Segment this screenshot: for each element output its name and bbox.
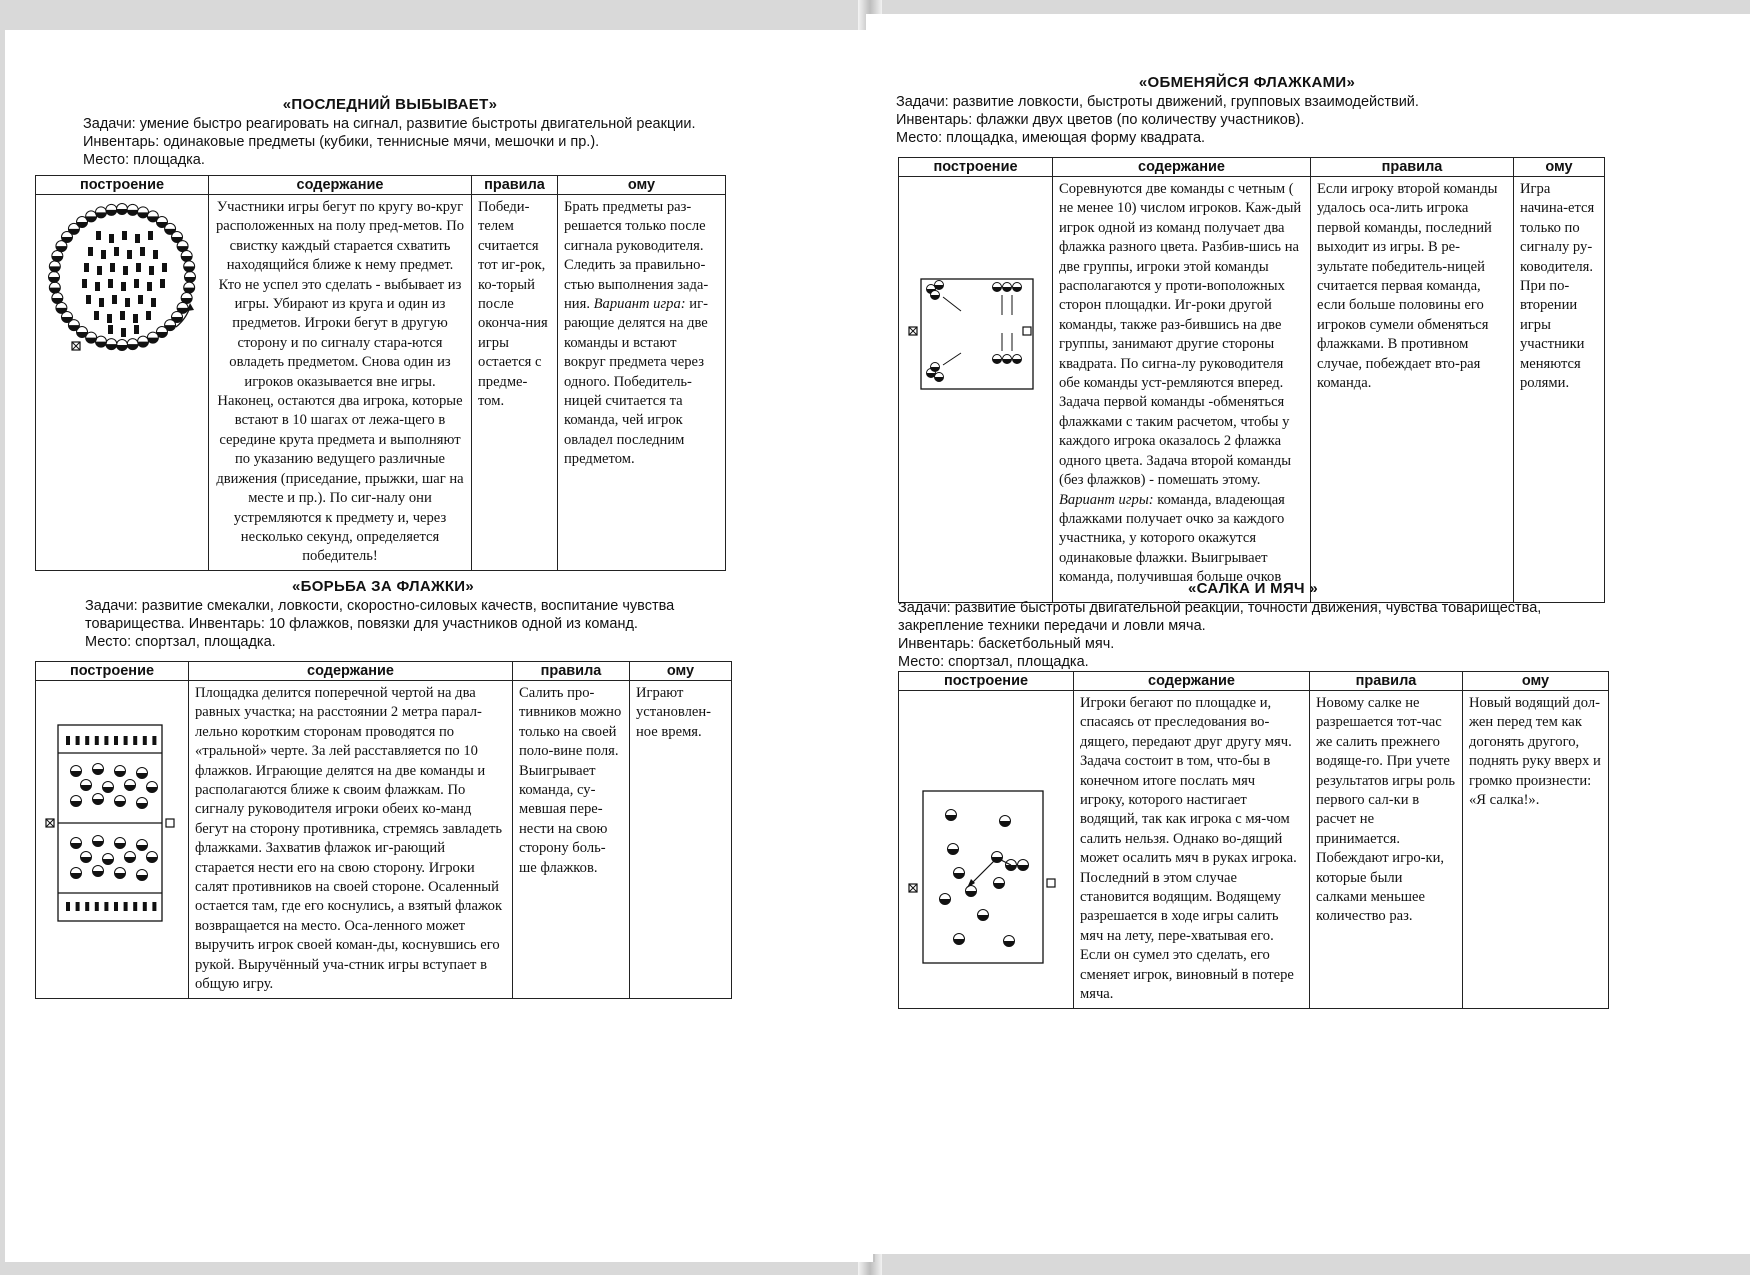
ball-field-diagram [899, 691, 1071, 995]
col-header-content: содержание [1053, 158, 1311, 177]
game-title: «ПОСЛЕДНИЙ ВЫБЫВАЕТ» [282, 96, 498, 113]
col-header-omu: ому [1463, 672, 1609, 691]
item-object [120, 311, 125, 320]
game-place: Место: спортзал, площадка. [898, 654, 1089, 670]
build-cell [899, 177, 1053, 603]
player-dot-shade [185, 277, 196, 283]
game-title: «БОРЬБА ЗА ФЛАЖКИ» [291, 578, 474, 595]
player-dot-shade [117, 345, 128, 351]
flag-icon [66, 736, 70, 745]
flag-icon [76, 736, 80, 745]
item-object [84, 263, 89, 272]
rules-cell: Салить про-тивников можно только на своей поло-вине поля. Выигрывает команда, су-мевшая пере-нести на свою сторону боль-ше флажков. [513, 681, 630, 999]
player-dot-shade [117, 209, 128, 215]
item-object [134, 325, 139, 334]
item-object [112, 295, 117, 304]
flag-icon [143, 902, 147, 911]
item-object [101, 250, 106, 259]
item-object [153, 250, 158, 259]
item-object [94, 311, 99, 320]
item-object [146, 311, 151, 320]
game-tasks: Задачи: развитие смекалки, ловкости, скоростно-силовых качеств, воспитание чувства товарищества. Инвентарь: 10 флажков, повязки для участников одной из команд. [85, 598, 675, 632]
rules-cell: Новому салке не разрешается тот-час же салить прежнего водяще-го. При учете результатов игры роль первого сал-ки в расчет не принимается. Побеждают игро-ки, которые были салками меньшее количество раз. [1310, 691, 1463, 1009]
content-cell: Игроки бегают по площадке и, спасаясь от преследования во-дящего, передают друг другу мяч. Задача состоит в том, что-бы в конечном итоге послать мяч игроку, которого настигает водящий, так как игрока с мя-чом салить нельзя. Однако во-дящий может осалить мяч в руках игрока. Последний в этом случае становится водящим. Водящему разрешается в ходе игры салить мяч на лету, пере-хватывая его. Если он сумел это сделать, его сменяет игрок, виновный в потере мяча. [1074, 691, 1310, 1009]
game-table [898, 671, 1609, 1009]
content-cell: Участники игры бегут по кругу во-круг расположенных на полу пред-метов. По свистку каждый старается схватить находящийся ближе к нему предмет. Кто не успел это сделать - выбывает из игры. Убирают из круга и один из предметов. Игроки бегут в другую сторону и по сигналу стара-ются овладеть предметом. Снова один из игроков оказывается вне игры. Наконец, остаются два игрока, которые встают в 10 шагах от лежа-щего в середине крута предмета и выполняют по указанию ведущего различные движения (приседание, прыжки, шаг на месте и пр.). По сиг-налу они устремляются к предмету и, через несколько секунд, определяется победитель! [209, 195, 472, 571]
omu-cell [558, 195, 726, 571]
game-place: Место: спортзал, площадка. [85, 634, 276, 650]
col-header-omu: ому [558, 176, 726, 195]
build-cell [899, 691, 1074, 1009]
variant-text: команда, владеющая флажками получает очко за каждого участника, у которого окажутся одинаковые флажки. Выигрывает команда, получившая больше очков [1059, 491, 1285, 586]
flag-icon [133, 736, 137, 745]
item-object [121, 328, 126, 337]
game-tasks: Задачи: развитие быстроты двигательной реакции, точности движения, чувства товарищества, закрепление техники передачи и ловли мяча. [898, 600, 1542, 634]
player-dot-shade [138, 212, 149, 218]
col-header-rules: правила [472, 176, 558, 195]
game-obmenyaysya [898, 74, 1604, 603]
item-object [121, 282, 126, 291]
flag-icon [114, 736, 118, 745]
player-dot-shade [147, 338, 158, 344]
item-object [147, 282, 152, 291]
col-header-omu: ому [1514, 158, 1605, 177]
col-header-rules: правила [1311, 158, 1514, 177]
item-object [110, 263, 115, 272]
variant-label: Вариант игра: [593, 296, 686, 313]
item-object [151, 298, 156, 307]
judge-marker-icon [1023, 327, 1031, 335]
game-place: Место: площадка. [83, 152, 205, 168]
item-object [160, 279, 165, 288]
game-posledniy [35, 96, 725, 571]
game-inventory: Инвентарь: флажки двух цветов (по количеству участников). [896, 112, 1305, 128]
content-cell: Площадка делится поперечной чертой на два равных участка; на расстоянии 2 метра парал-лельно коротким сторонам проводятся по «тральной» черте. За лей расставляется по 10 флажков. Играющие делятся на две команды и располагаются ближе к своим флажкам. По сигналу руководителя игроки обеих ко-манд бегут на сторону противника, стремясь завладеть флажками. Захватив флажок иг-рающий старается нести его на свою сторону. Игроки салят противников на своей стороне. Осаленный остается там, где его коснулись, а взятый флажок возвращается на место. Оса-ленного может выручить игрок своей коман-ды, коснувшись его рукой. Выручённый уча-стник игры вступает в общую игру. [189, 681, 513, 999]
player-dot-shade [95, 212, 106, 218]
game-tasks: Задачи: развитие ловкости, быстроты движений, групповых взаимодействий. [896, 94, 1419, 110]
flag-icon [124, 736, 128, 745]
content-text: Соревнуются две команды с четным ( не менее 10) числом игроков. Каж-дый игрок одной из команд получает два флажка разного цвета. Разбив-шись на две группы, игроки этой команды располагаются у проти-воположных сторон площадки. Иг-роки другой команды, также раз-бившись на две группы, занимают другие стороны квадрата. По сигна-лу руководителя обе команды уст-ремляются вперед. Задача первой команды -обменяться флажками с таким расчетом, чтобы у каждого игрока оказалось 2 флажка одного цвета. Задача второй команды (без флажков) - помешать этому. [1059, 181, 1302, 489]
item-cluster [82, 231, 167, 337]
item-object [136, 263, 141, 272]
player-dot-shade [106, 344, 117, 350]
item-object [134, 279, 139, 288]
flag-icon [85, 902, 89, 911]
variant-label: Вариант игры: [1059, 491, 1154, 508]
col-header-content: содержание [1074, 672, 1310, 691]
col-header-build: построение [36, 662, 189, 681]
game-title: «САЛКА И МЯЧ » [1188, 580, 1318, 597]
square-field-diagram [899, 177, 1051, 597]
game-borba [35, 578, 731, 999]
game-inventory: Инвентарь: баскетбольный мяч. [898, 636, 1115, 652]
item-object [162, 263, 167, 272]
player-dot-shade [184, 266, 195, 272]
col-header-content: содержание [189, 662, 513, 681]
player-dot-shade [49, 266, 60, 272]
item-object [122, 231, 127, 240]
player-dot-shade [86, 338, 97, 344]
item-object [86, 295, 91, 304]
game-table [35, 175, 726, 571]
judge-marker-icon [166, 819, 174, 827]
game-place: Место: площадка, имеющая форму квадрата. [896, 130, 1206, 146]
flag-icon [143, 736, 147, 745]
flag-icon [95, 902, 99, 911]
col-header-content: содержание [209, 176, 472, 195]
field-diagram [36, 681, 186, 971]
item-object [138, 295, 143, 304]
flag-icon [76, 902, 80, 911]
game-salka [898, 580, 1608, 1009]
content-cell [1053, 177, 1311, 603]
right-page [866, 14, 1750, 1254]
col-header-build: построение [899, 158, 1053, 177]
rules-cell: Если игроку второй команды удалось оса-лить игрока первой команды, последний выходит из игры. В ре-зультате победитель-ницей считается первая команда, если больше половины его игроков сумели обменяться флажками. В противном случае, побеждает вто-рая команда. [1311, 177, 1514, 603]
player-dot-shade [95, 342, 106, 348]
game-inventory: Инвентарь: одинаковые предметы (кубики, теннисные мячи, мешочки и пр.). [83, 134, 600, 150]
left-page [5, 30, 875, 1262]
item-object [82, 279, 87, 288]
variant-text: иг-рающие делятся на две команды и встают вокруг предмета через одного. Победитель-ницей считается та команда, чей игрок овладел последним предметом. [564, 296, 708, 468]
col-header-rules: правила [1310, 672, 1463, 691]
rules-cell: Победи-телем считается тот иг-рок, ко-торый после оконча-ния игры остается с предме-том. [472, 195, 558, 571]
flag-icon [133, 902, 137, 911]
item-object [148, 231, 153, 240]
game-title: «ОБМЕНЯЙСЯ ФЛАЖКАМИ» [1138, 74, 1356, 91]
item-object [96, 231, 101, 240]
item-object [108, 325, 113, 334]
flag-icon [85, 736, 89, 745]
col-header-rules: правила [513, 662, 630, 681]
col-header-omu: ому [630, 662, 732, 681]
game-table [35, 661, 732, 999]
flag-icon [95, 736, 99, 745]
col-header-build: построение [899, 672, 1074, 691]
item-object [125, 298, 130, 307]
field-outline [923, 791, 1043, 963]
judge-marker-icon [1047, 879, 1055, 887]
item-object [149, 266, 154, 275]
player-dot-shade [138, 342, 149, 348]
player-dot-shade [106, 210, 117, 216]
circle-formation-diagram [36, 195, 208, 365]
flag-icon [104, 736, 108, 745]
flag-icon [104, 902, 108, 911]
item-object [109, 234, 114, 243]
player-dot-shade [127, 210, 138, 216]
flag-icon [152, 902, 156, 911]
item-object [88, 247, 93, 256]
item-object [107, 314, 112, 323]
item-object [114, 247, 119, 256]
flag-icon [124, 902, 128, 911]
item-object [97, 266, 102, 275]
item-object [99, 298, 104, 307]
omu-cell: Игра начина-ется только по сигналу ру-ководителя. При по-вторении игры участники меняются ролями. [1514, 177, 1605, 603]
flag-icon [152, 736, 156, 745]
player-dot-shade [127, 344, 138, 350]
item-object [108, 279, 113, 288]
item-object [95, 282, 100, 291]
item-object [140, 247, 145, 256]
omu-cell: Играют установлен-ное время. [630, 681, 732, 999]
build-cell [36, 195, 209, 571]
build-cell [36, 681, 189, 999]
item-object [133, 314, 138, 323]
player-dot-shade [49, 277, 60, 283]
item-object [123, 266, 128, 275]
col-header-build: построение [36, 176, 209, 195]
item-object [135, 234, 140, 243]
item-object [127, 250, 132, 259]
game-tasks: Задачи: умение быстро реагировать на сигнал, развитие быстроты двигательной реакции. [83, 116, 696, 132]
flag-icon [66, 902, 70, 911]
game-table [898, 157, 1605, 603]
omu-text: Брать предметы раз-решается только после сигнала руководителя. Следить за правильно-стью выполнения зада-ния. [564, 199, 709, 313]
flag-icon [114, 902, 118, 911]
omu-cell: Новый водящий дол-жен перед тем как догонять другого, поднять руку вверх и громко произнести: «Я салка!». [1463, 691, 1609, 1009]
